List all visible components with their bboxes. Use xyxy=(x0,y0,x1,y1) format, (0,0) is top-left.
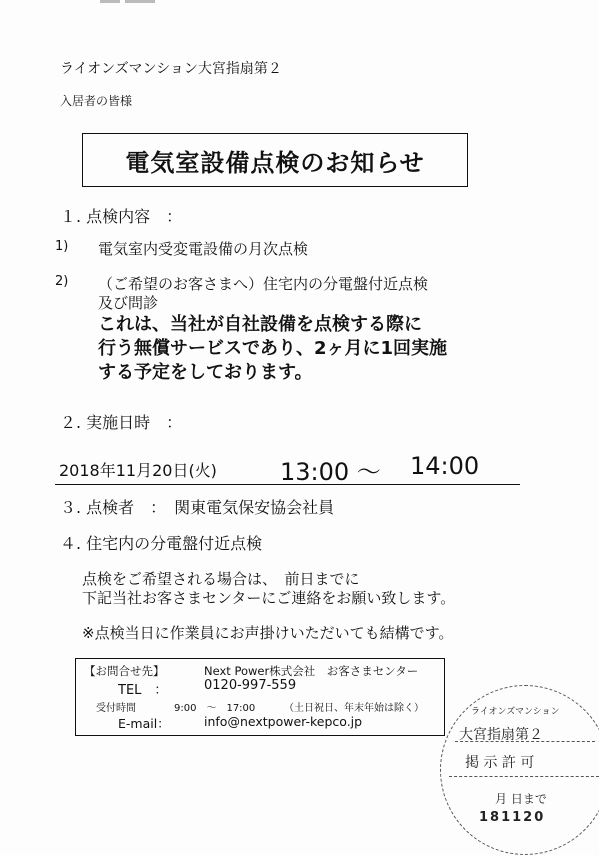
section2-heading: ２. 実施日時 ： xyxy=(60,413,183,432)
contact-label: 【お問合せ先】 xyxy=(84,664,165,678)
notice-title: 電気室設備点検のお知らせ xyxy=(125,148,425,177)
stamp-date: 181120 xyxy=(479,810,546,825)
schedule-time-end: 14:00 xyxy=(410,452,480,480)
tel-number[interactable]: 0120-997-559 xyxy=(204,678,297,693)
stamp-divider xyxy=(449,776,599,777)
item2-text-cont: 及び問診 xyxy=(98,294,159,312)
contact-company: Next Power株式会社 お客さまセンター xyxy=(204,664,419,678)
stamp-until: 月 日まで xyxy=(495,792,547,806)
section3-heading: ３. 点検者 ： 関東電気保安協会社員 xyxy=(60,498,335,517)
email-label: E-mail： xyxy=(118,716,170,731)
contact-box xyxy=(75,658,445,736)
section4-body-line-2: 下記当社お客さまセンターにご連絡をお願い致します。 xyxy=(82,589,456,607)
note-line-2: 行う無償サービスであり、2ヶ月に1回実施 xyxy=(98,338,448,359)
note-line-3: する予定をしております。 xyxy=(98,362,313,383)
notice-title-box xyxy=(82,133,468,187)
note-line-1: これは、当社が自社設備を点検する際に xyxy=(98,314,422,335)
schedule-time-start: 13:00 ～ xyxy=(280,458,381,486)
hours-note: （土日祝日、年末年始は除く） xyxy=(284,703,424,714)
stamp-building: ライオンズマンション xyxy=(471,707,560,717)
section1-heading: １. 点検内容 ： xyxy=(60,207,183,226)
scan-artifact xyxy=(125,0,155,3)
building-name: ライオンズマンション大宮指扇第２ xyxy=(60,61,282,77)
email-address[interactable]: info@nextpower-kepco.jp xyxy=(204,714,363,729)
stamp-permission: 掲 示 許 可 xyxy=(465,755,535,771)
item2-text: （ご希望のお客さまへ）住宅内の分電盤付近点検 xyxy=(98,275,429,293)
item1-number: 1) xyxy=(55,239,69,254)
addressee: 入居者の皆様 xyxy=(60,94,133,108)
hours-label: 受付時間 xyxy=(96,703,136,714)
tel-label: TEL ： xyxy=(118,683,168,698)
section4-note: ※点検当日に作業員にお声掛けいただいても結構です。 xyxy=(82,624,454,642)
item2-number: 2) xyxy=(55,274,69,289)
section4-body-line-1: 点検をご希望される場合は、 前日までに xyxy=(82,570,360,588)
item1-text: 電気室内受変電設備の月次点検 xyxy=(98,240,309,258)
scan-artifact xyxy=(100,0,120,3)
section4-heading: ４. 住宅内の分電盤付近点検 xyxy=(60,534,263,553)
schedule-line xyxy=(55,452,520,485)
schedule-date: 2018年11月20日(火) xyxy=(59,461,217,480)
posting-permission-stamp xyxy=(440,685,599,855)
hours-value: 9:00 ～ 17:00 xyxy=(174,703,256,714)
stamp-branch: 大宮指扇第２ xyxy=(459,727,543,743)
